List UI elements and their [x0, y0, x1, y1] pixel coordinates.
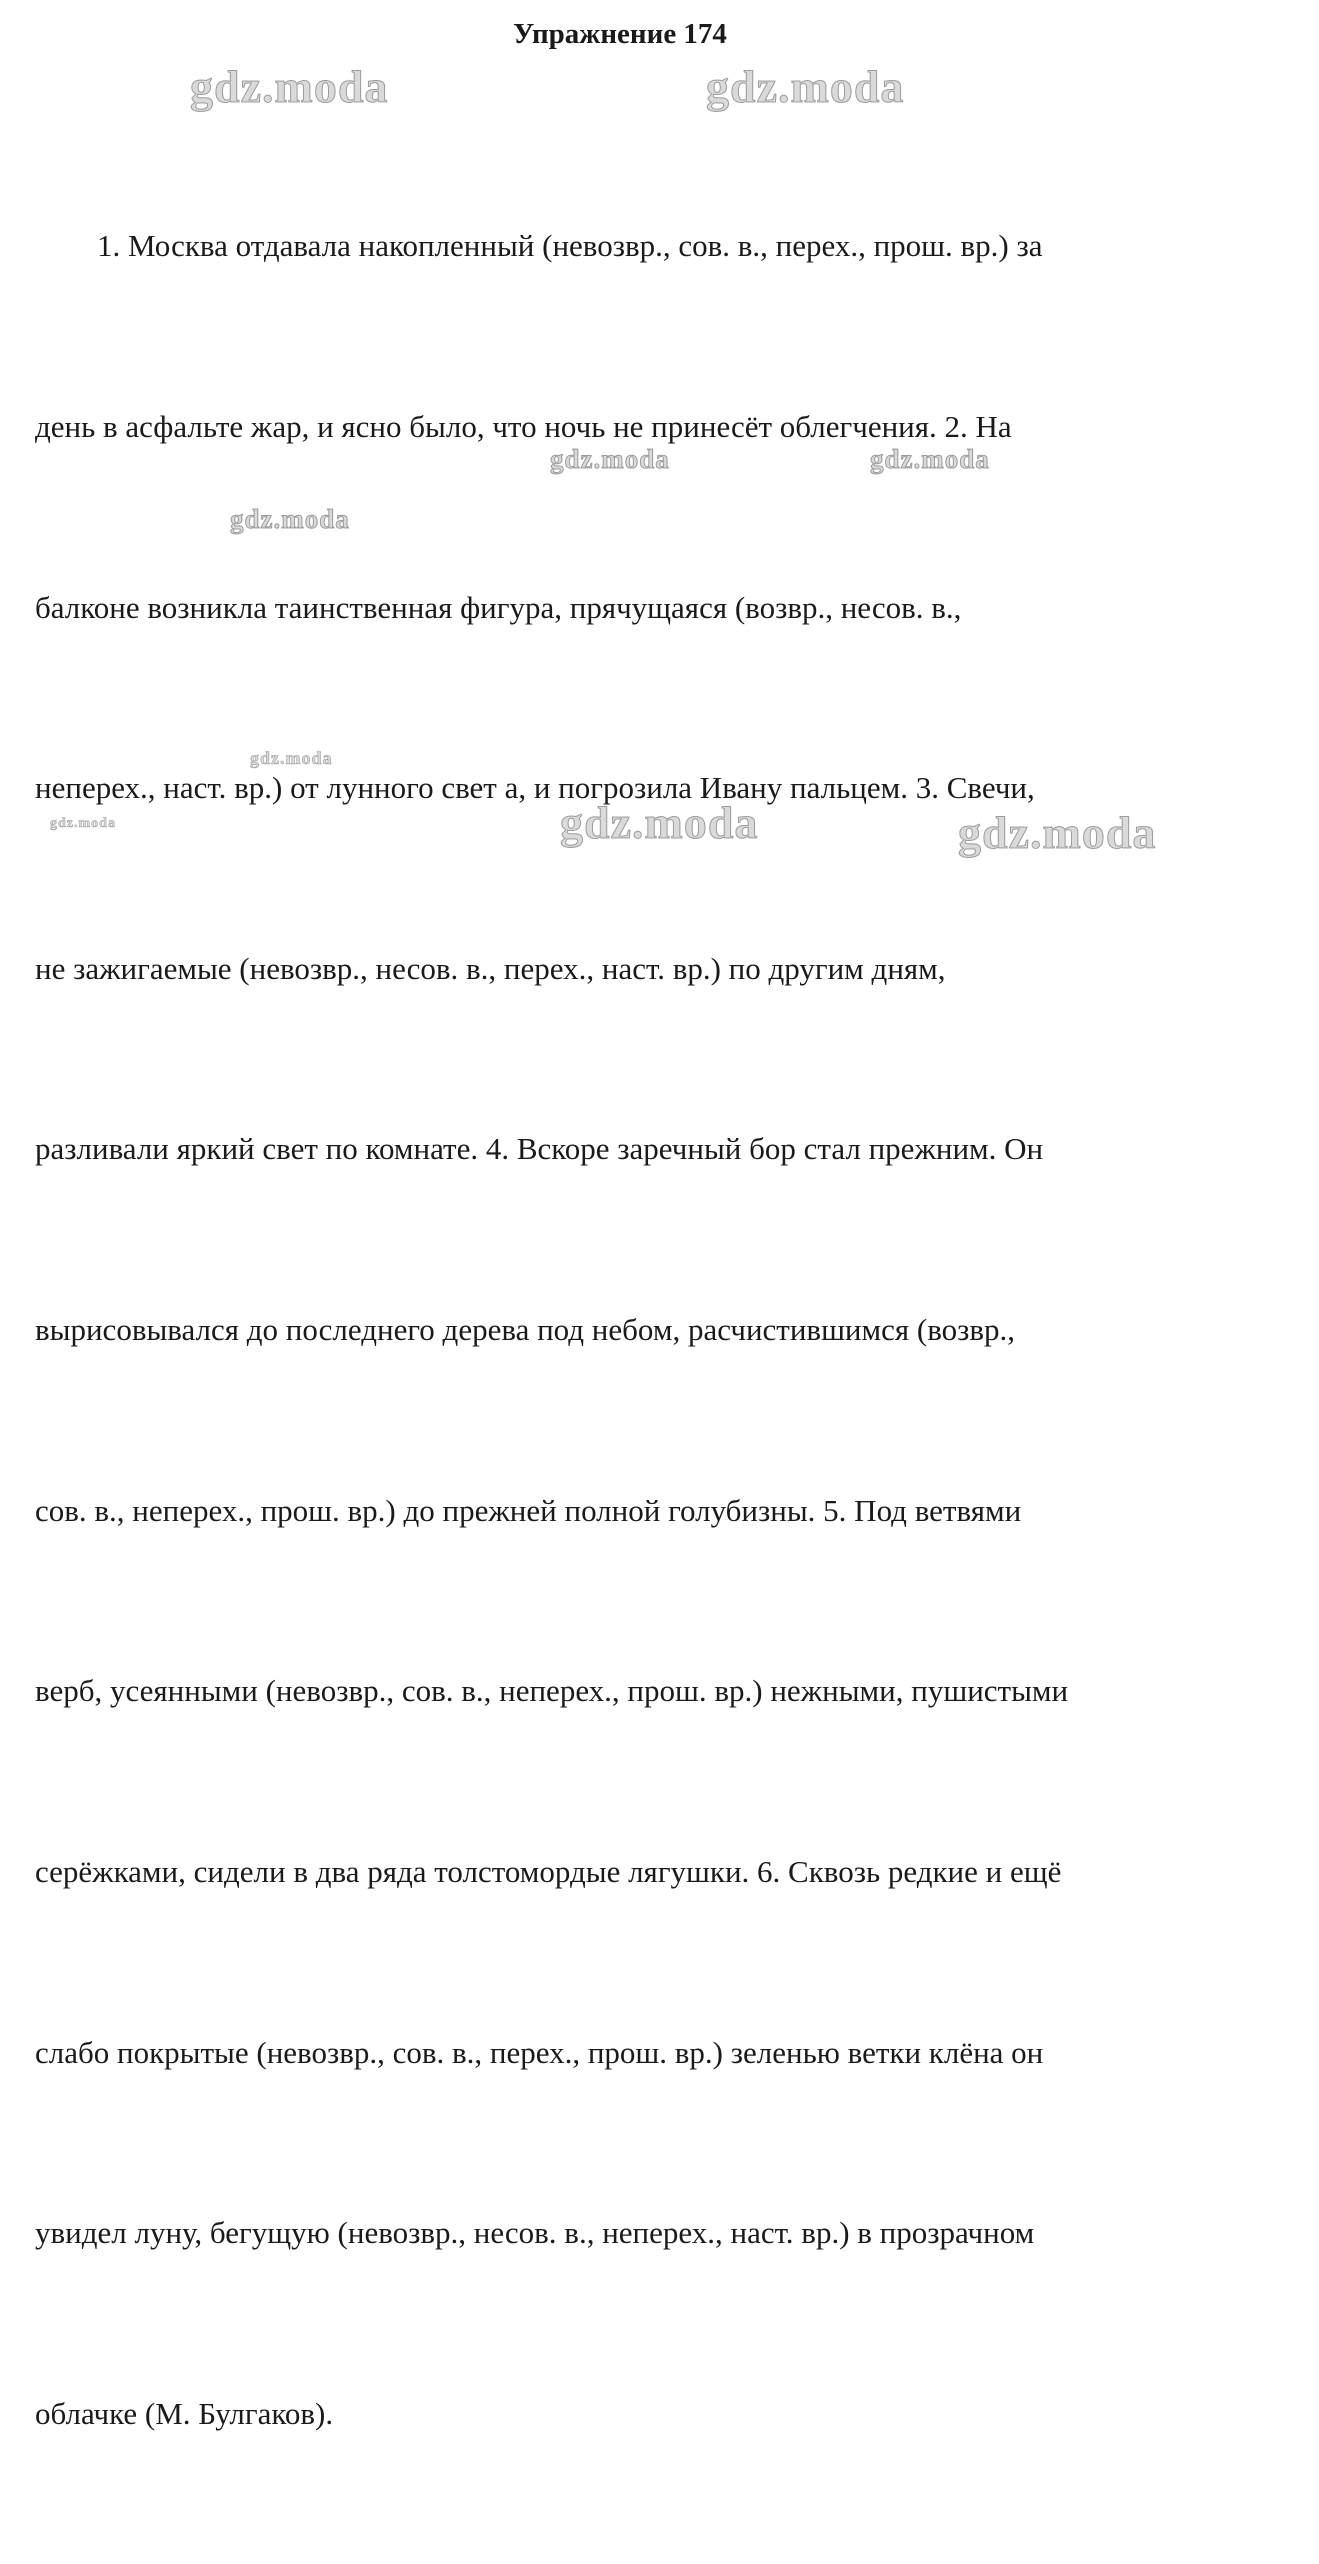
watermark: gdz.moda — [190, 61, 389, 112]
watermark: gdz.moda — [560, 797, 759, 848]
text-line: день в асфальте жар, и ясно было, что ночь не принесёт облегчения. 2. На — [35, 409, 1012, 445]
text-line: облачке (М. Булгаков). — [35, 2395, 334, 2431]
text-line: не зажигаемые (невозвр., несов. в., перех., наст. вр.) по другим дням, — [35, 950, 946, 986]
text-line: серёжками, сидели в два ряда толстомордые лягушки. 6. Сквозь редкие и ещё — [35, 1853, 1062, 1889]
text-line: разливали яркий свет по комнате. 4. Вскоре заречный бор стал прежним. Он — [35, 1131, 1044, 1167]
text-line: балконе возникла таинственная фигура, прячущаяся (возвр., несов. в., — [35, 589, 962, 625]
exercise-title: Упражнение 174 — [513, 18, 727, 50]
text-line: неперех., наст. вр.) от лунного свет а, и погрозила Ивану пальцем. 3. Свечи, — [35, 770, 1035, 806]
text-line: сов. в., неперех., прош. вр.) до прежней полной голубизны. 5. Под ветвями — [35, 1492, 1022, 1528]
watermark: gdz.moda — [958, 807, 1157, 858]
watermark: gdz.moda — [250, 748, 333, 768]
watermark: gdz.moda — [50, 816, 116, 831]
watermark: gdz.moda — [230, 504, 350, 534]
watermark: gdz.moda — [706, 61, 905, 112]
text-line: вырисовывался до последнего дерева под небом, расчистившимся (возвр., — [35, 1312, 1016, 1348]
text-line: верб, усеянными (невозвр., сов. в., неперех., прош. вр.) нежными, пушистыми — [35, 1673, 1069, 1709]
text-line: 1. Москва отдавала накопленный (невозвр., сов. в., перех., прош. вр.) за — [35, 228, 1043, 264]
exercise-text — [35, 96, 1215, 2564]
text-line: слабо покрытые (невозвр., сов. в., перех., прош. вр.) зеленью ветки клёна он — [35, 2034, 1044, 2070]
watermark: gdz.moda — [870, 444, 990, 474]
text-line: увидел луну, бегущую (невозвр., несов. в., неперех., наст. вр.) в прозрачном — [35, 2215, 1035, 2251]
watermark: gdz.moda — [550, 444, 670, 474]
